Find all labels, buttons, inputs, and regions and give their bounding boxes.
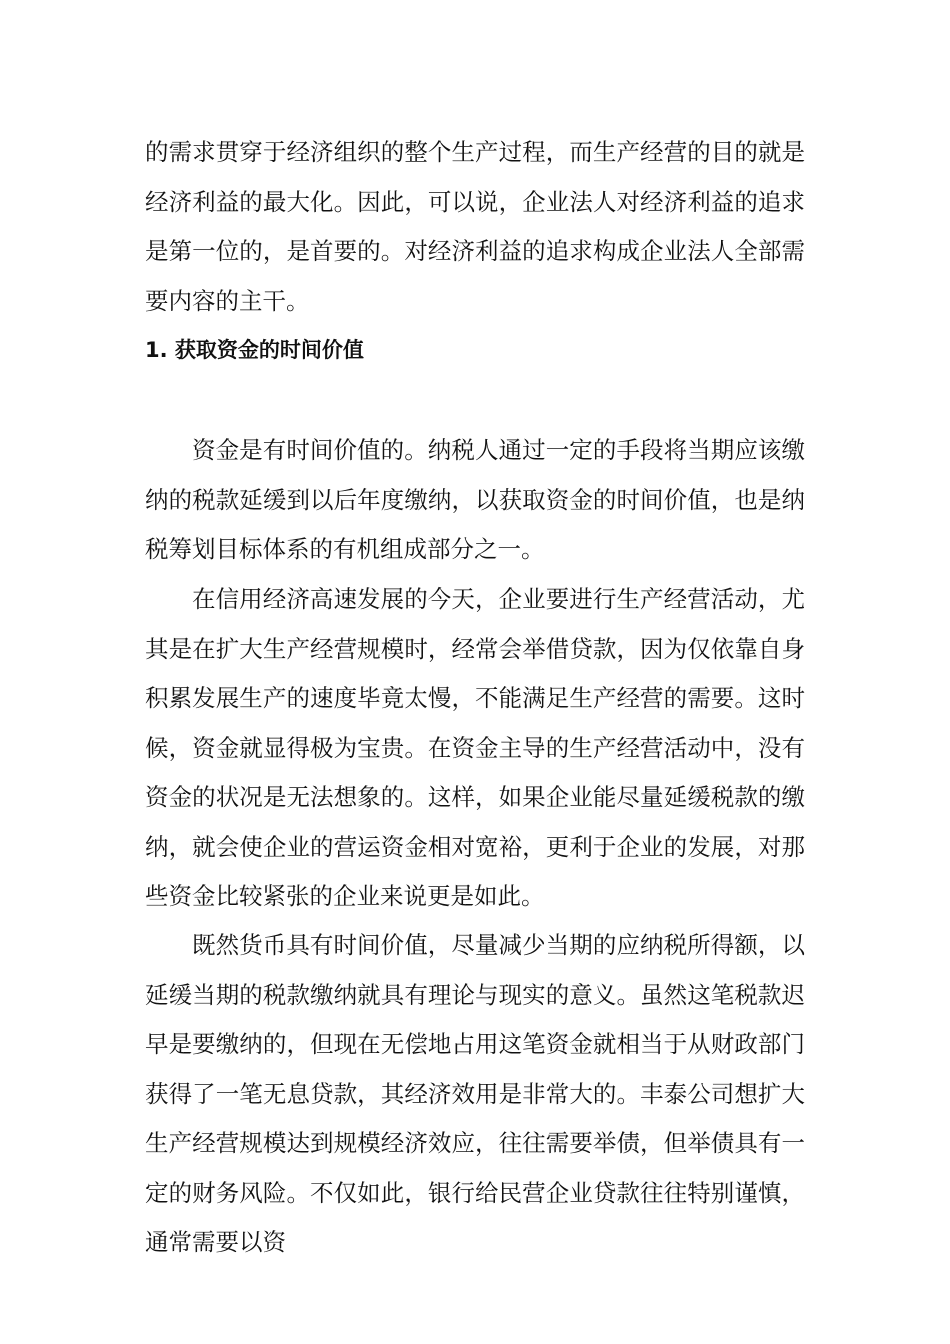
body-paragraph-3: 既然货币具有时间价值，尽量减少当期的应纳税所得额，以延缓当期的税款缴纳就具有理论与现实的意义。虽然这笔税款迟早是要缴纳的，但现在无偿地占用这笔资金就相当于从财政部门获得了一笔无息贷款，其经济效用是非常大的。丰泰公司想扩大生产经营规模达到规模经济效应，往往需要举债，但举债具有一定的财务风险。不仅如此，银行给民营企业贷款往往特别谨慎，通常需要以资 bbox=[145, 931, 805, 1256]
body-paragraph-2: 在信用经济高速发展的今天，企业要进行生产经营活动，尤其是在扩大生产经营规模时，经常会举借贷款，因为仅依靠自身积累发展生产的速度毕竟太慢，不能满足生产经营的需要。这时候，资金就显得极为宝贵。在资金主导的生产经营活动中，没有资金的状况是无法想象的。这样，如果企业能尽量延缓税款的缴纳，就会使企业的营运资金相对宽裕，更利于企业的发展，对那些资金比较紧张的企业来说更是如此。 bbox=[145, 585, 805, 910]
body-paragraph-1: 资金是有时间价值的。纳税人通过一定的手段将当期应该缴纳的税款延缓到以后年度缴纳，以获取资金的时间价值，也是纳税筹划目标体系的有机组成部分之一。 bbox=[145, 436, 805, 563]
continuation-paragraph: 的需求贯穿于经济组织的整个生产过程，而生产经营的目的就是经济利益的最大化。因此，可以说，企业法人对经济利益的追求是第一位的，是首要的。对经济利益的追求构成企业法人全部需要内容的主干。 bbox=[145, 138, 805, 315]
section-heading: 1. 获取资金的时间价值 bbox=[145, 338, 364, 362]
